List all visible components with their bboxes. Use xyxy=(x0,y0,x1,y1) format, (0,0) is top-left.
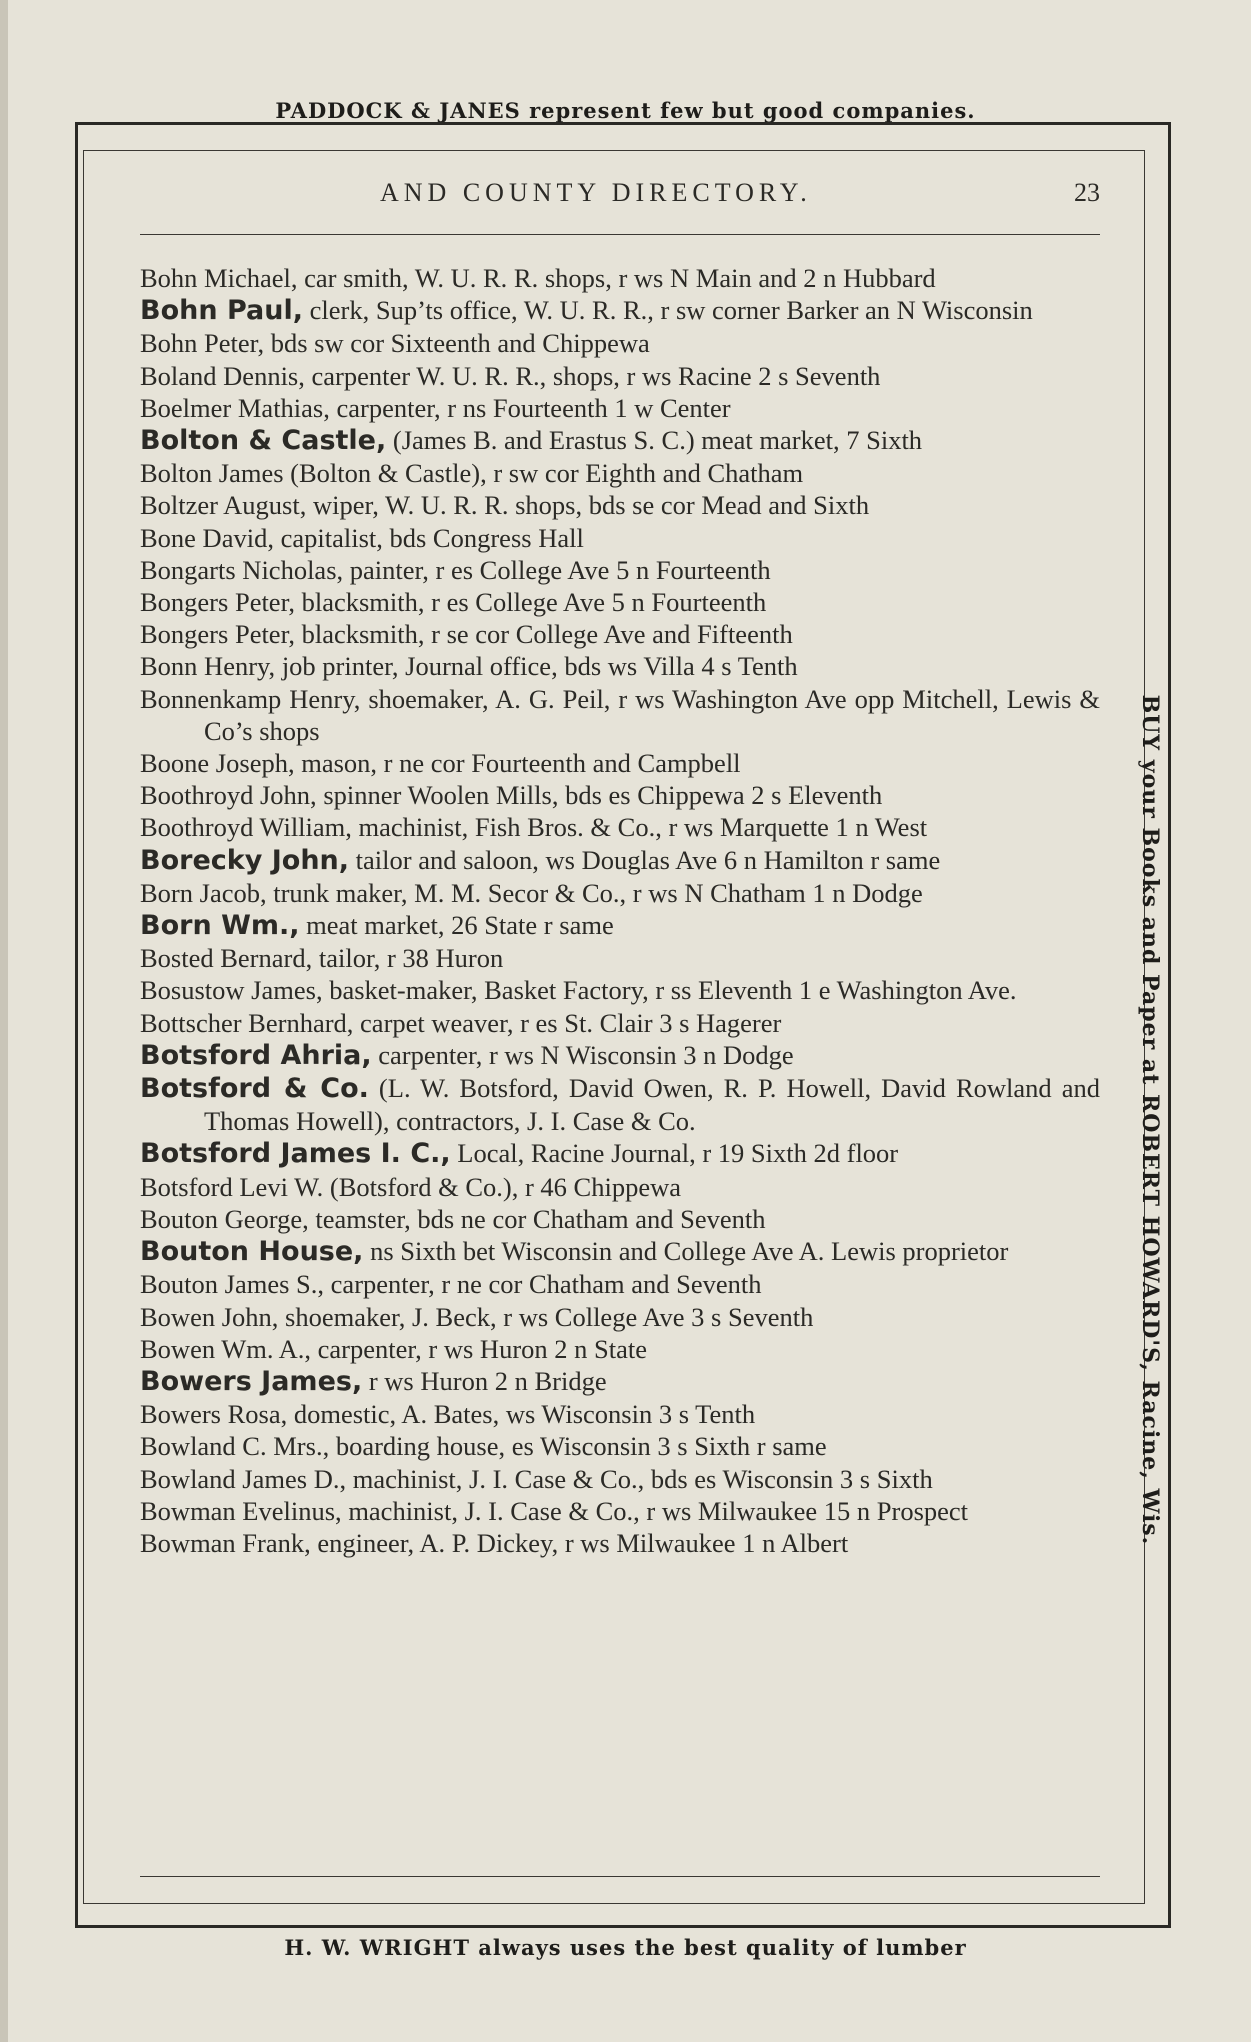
entry-name: Boothroyd William, xyxy=(140,812,352,843)
entry-details: (Botsford & Co.), r 46 Chippewa xyxy=(323,1171,682,1202)
entry-name: Bouton George, xyxy=(140,1203,309,1234)
entry-details: r ws Huron 2 n Bridge xyxy=(362,1365,607,1396)
page-edge xyxy=(0,0,8,2042)
entry-name: Bowman Frank, xyxy=(140,1527,311,1558)
entry-name: Bohn Michael, xyxy=(140,263,298,293)
directory-entry xyxy=(140,327,1100,359)
directory-entry xyxy=(140,650,1100,682)
directory-entry xyxy=(140,522,1100,554)
entry-name: Boltzer August, xyxy=(140,490,307,521)
entry-name: Bongers Peter, xyxy=(140,587,295,618)
entry-details: machinist, J. I. Case & Co., r ws Milwaukee 15 n Prospect xyxy=(341,1495,969,1526)
entry-details: bds sw cor Sixteenth and Chippewa xyxy=(264,328,650,359)
directory-entry xyxy=(140,1039,1100,1072)
entry-details: spinner Woolen Mills, bds es Chippewa 2 s Eleventh xyxy=(316,780,883,811)
directory-entry xyxy=(140,1268,1100,1300)
directory-entry xyxy=(140,294,1100,327)
entry-details: carpenter, r ns Fourteenth 1 w Center xyxy=(329,392,731,423)
directory-entry xyxy=(140,1203,1100,1235)
entry-details: carpenter W. U. R. R., shops, r ws Racine 2 s Seventh xyxy=(304,360,881,391)
entry-details: capitalist, bds Congress Hall xyxy=(273,522,584,553)
entry-name: Bowers Rosa, xyxy=(140,1399,288,1430)
directory-entry xyxy=(140,974,1100,1006)
directory-entries xyxy=(140,262,1100,1559)
entry-name: Botsford James I. C., xyxy=(140,1138,451,1170)
directory-entry xyxy=(140,424,1100,457)
entry-name: Bowland C. Mrs., xyxy=(140,1431,330,1462)
directory-entry xyxy=(140,747,1100,779)
entry-details: tailor and saloon, ws Douglas Ave 6 n Hamilton r same xyxy=(349,844,941,875)
directory-entry xyxy=(140,1398,1100,1430)
directory-entry xyxy=(140,1430,1100,1462)
directory-entry xyxy=(140,1171,1100,1203)
directory-entry xyxy=(140,1301,1100,1333)
footer-rule xyxy=(140,1876,1100,1877)
entry-details: job printer, Journal office, bds ws Villa 4 s Tenth xyxy=(275,651,798,682)
entry-name: Botsford Levi W. xyxy=(140,1171,324,1202)
entry-name: Bone David, xyxy=(140,522,274,553)
entry-name: Bohn Paul, xyxy=(140,295,303,327)
running-title: AND COUNTY DIRECTORY. xyxy=(380,178,812,207)
directory-entry xyxy=(140,457,1100,489)
directory-entry xyxy=(140,1137,1100,1170)
entry-details: blacksmith, r es College Ave 5 n Fourteenth xyxy=(294,587,767,618)
entry-name: Borecky John, xyxy=(140,844,350,876)
entry-name: Boone Joseph, xyxy=(140,748,295,779)
entry-name: Boothroyd John, xyxy=(140,780,317,811)
entry-name: Bouton James S., xyxy=(140,1269,325,1300)
entry-details: car smith, W. U. R. R. shops, r ws N Main and 2 n Hubbard xyxy=(297,263,936,293)
entry-details: carpet weaver, r es St. Clair 3 s Hagerer xyxy=(353,1007,782,1038)
side-advertisement: BUY your Books and Paper at ROBERT HOWARD'S, Racine, Wis. xyxy=(1137,694,1163,1546)
entry-details: domestic, A. Bates, ws Wisconsin 3 s Tenth xyxy=(287,1399,756,1430)
directory-entry xyxy=(140,877,1100,909)
entry-details: painter, r es College Ave 5 n Fourteenth xyxy=(343,554,771,585)
directory-entry xyxy=(140,1527,1100,1559)
entry-name: Bosustow James, xyxy=(140,975,323,1006)
entry-name: Bonnenkamp Henry, xyxy=(140,683,361,714)
entry-details: engineer, A. P. Dickey, r ws Milwaukee 1 n Albert xyxy=(310,1527,849,1558)
directory-entry xyxy=(140,262,1100,294)
header-rule xyxy=(140,234,1100,235)
entry-details: Local, Racine Journal, r 19 Sixth 2d floor xyxy=(450,1138,899,1169)
directory-entry xyxy=(140,811,1100,843)
entry-name: Bosted Bernard, xyxy=(140,943,313,974)
directory-entry xyxy=(140,392,1100,424)
bottom-advertisement: H. W. WRIGHT always uses the best quality of lumber xyxy=(284,1935,967,1960)
directory-entry xyxy=(140,1365,1100,1398)
entry-name: Born Wm., xyxy=(140,910,300,942)
entry-details: trunk maker, M. M. Secor & Co., r ws N Chatham 1 n Dodge xyxy=(266,877,923,908)
entry-name: Bowen Wm. A., xyxy=(140,1333,312,1364)
entry-details: boarding house, es Wisconsin 3 s Sixth r same xyxy=(329,1431,827,1462)
directory-entry xyxy=(140,779,1100,811)
entry-name: Bonn Henry, xyxy=(140,651,276,682)
directory-entry xyxy=(140,1235,1100,1268)
entry-details: (L. W. Botsford, David Owen, R. P. Howell, David Rowland and Thomas Howell), contractors, J. I. Case & Co. xyxy=(204,1073,1100,1137)
entry-name: Boland Dennis, xyxy=(140,360,305,391)
entry-details: clerk, Sup’ts office, W. U. R. R., r sw corner Barker an N Wisconsin xyxy=(303,295,1033,326)
entry-name: Bolton James xyxy=(140,458,284,489)
directory-entry xyxy=(140,554,1100,586)
entry-details: shoemaker, J. Beck, r ws College Ave 3 s Seventh xyxy=(278,1301,814,1332)
directory-entry xyxy=(140,1072,1100,1137)
directory-entry xyxy=(140,1495,1100,1527)
entry-details: (Bolton & Castle), r sw cor Eighth and Chatham xyxy=(283,458,804,489)
entry-details: tailor, r 38 Huron xyxy=(312,943,504,974)
directory-entry xyxy=(140,586,1100,618)
directory-entry xyxy=(140,942,1100,974)
entry-details: carpenter, r ws N Wisconsin 3 n Dodge xyxy=(371,1039,794,1070)
entry-details: (James B. and Erastus S. C.) meat market, 7 Sixth xyxy=(386,425,923,456)
entry-name: Bowers James, xyxy=(140,1365,363,1397)
entry-details: wiper, W. U. R. R. shops, bds se cor Mead and Sixth xyxy=(306,490,870,521)
entry-details: carpenter, r ne cor Chatham and Seventh xyxy=(324,1269,762,1300)
entry-name: Boelmer Mathias, xyxy=(140,392,330,423)
entry-name: Bongers Peter, xyxy=(140,619,295,650)
entry-name: Bottscher Bernhard, xyxy=(140,1007,354,1038)
directory-entry xyxy=(140,1463,1100,1495)
entry-details: shoemaker, A. G. Peil, r ws Washington Ave opp Mitchell, Lewis & Co’s shops xyxy=(204,683,1100,746)
entry-details: teamster, bds ne cor Chatham and Seventh xyxy=(308,1203,766,1234)
entry-name: Botsford Ahria, xyxy=(140,1039,372,1071)
entry-name: Botsford & Co. xyxy=(140,1073,369,1105)
directory-entry xyxy=(140,489,1100,521)
entry-name: Born Jacob, xyxy=(140,877,267,908)
entry-name: Bowland James D., xyxy=(140,1463,347,1494)
entry-name: Bowen John, xyxy=(140,1301,279,1332)
entry-details: ns Sixth bet Wisconsin and College Ave A. Lewis proprietor xyxy=(363,1236,1009,1267)
directory-entry xyxy=(140,844,1100,877)
directory-entry xyxy=(140,1333,1100,1365)
entry-details: blacksmith, r se cor College Ave and Fifteenth xyxy=(294,619,793,650)
page-header xyxy=(140,178,1100,228)
directory-entry xyxy=(140,360,1100,392)
entry-name: Bolton & Castle, xyxy=(140,425,387,457)
entry-details: machinist, Fish Bros. & Co., r ws Marquette 1 n West xyxy=(351,812,928,843)
entry-details: mason, r ne cor Fourteenth and Campbell xyxy=(294,748,741,779)
directory-entry xyxy=(140,1007,1100,1039)
entry-details: machinist, J. I. Case & Co., bds es Wisconsin 3 s Sixth xyxy=(346,1463,933,1494)
entry-details: meat market, 26 State r same xyxy=(299,910,614,941)
entry-name: Bowman Evelinus, xyxy=(140,1495,342,1526)
entry-details: carpenter, r ws Huron 2 n State xyxy=(311,1333,648,1364)
page-number: 23 xyxy=(1074,178,1100,207)
entry-name: Bongarts Nicholas, xyxy=(140,554,344,585)
entry-details: basket-maker, Basket Factory, r ss Eleventh 1 e Washington Ave. xyxy=(322,975,1017,1006)
top-advertisement: PADDOCK & JANES represent few but good companies. xyxy=(275,98,976,123)
directory-entry xyxy=(140,909,1100,942)
entry-name: Bohn Peter, xyxy=(140,328,265,359)
directory-entry xyxy=(140,618,1100,650)
directory-entry xyxy=(140,683,1100,747)
entry-name: Bouton House, xyxy=(140,1236,364,1268)
